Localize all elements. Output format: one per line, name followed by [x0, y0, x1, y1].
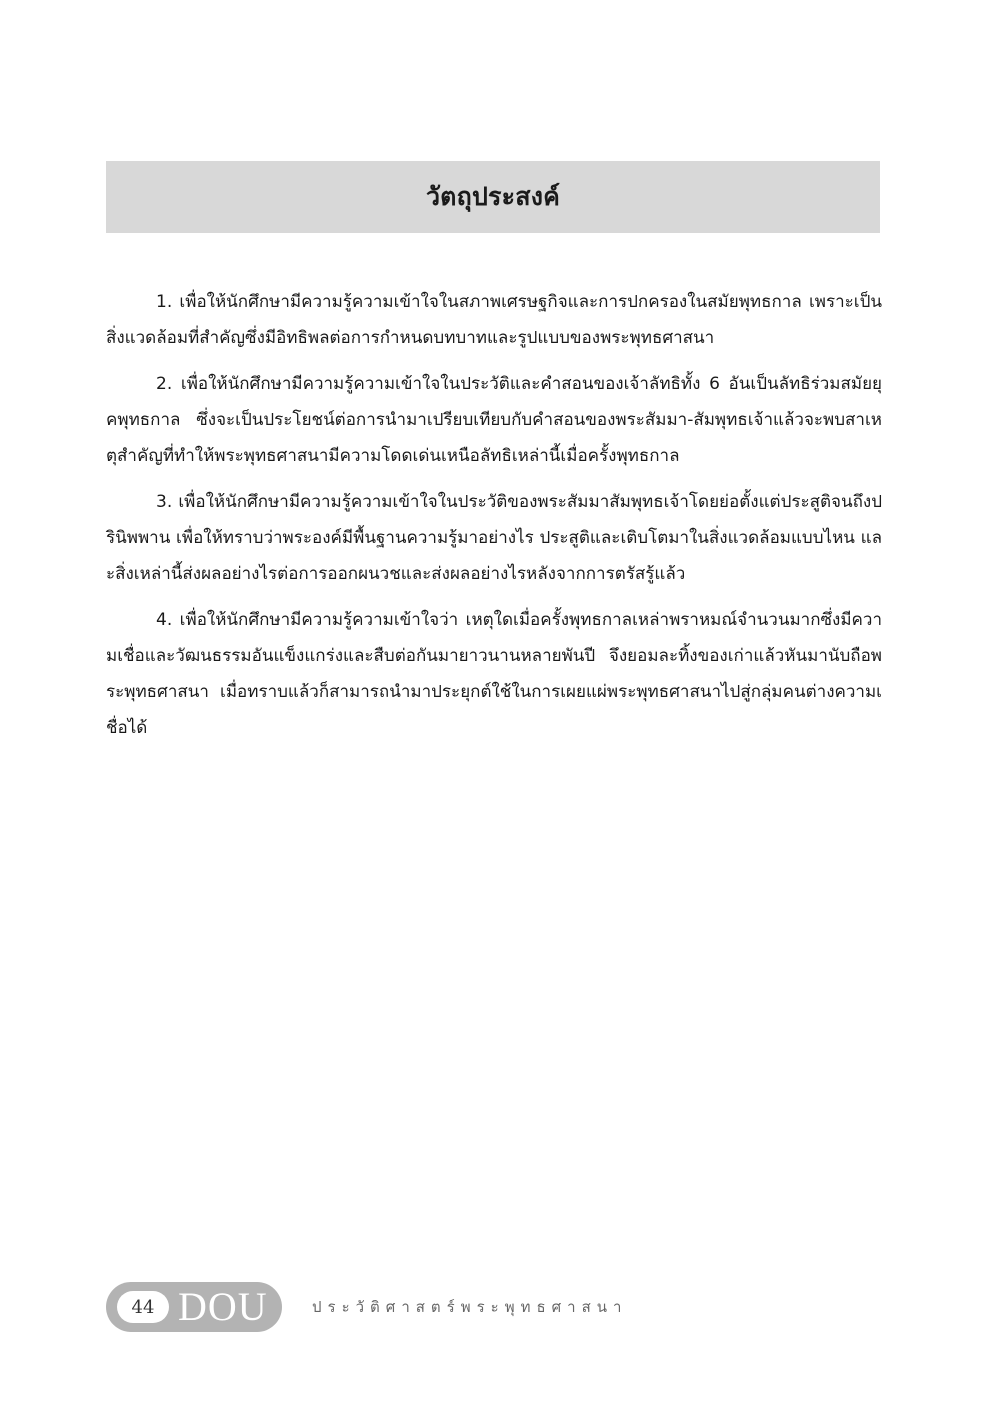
brand-logo-text: DOU [178, 1284, 268, 1329]
page-number: 44 [117, 1291, 169, 1323]
objective-paragraph-1: 1. เพื่อให้นักศึกษามีความรู้ความเข้าใจในสภาพเศรษฐกิจและการปกครองในสมัยพุทธกาล เพราะเป็นสิ่งแวดล้อมที่สำคัญซึ่งมีอิทธิพลต่อการกำหนดบทบาทและรูปแบบของพระพุทธศาสนา [106, 292, 882, 348]
book-title: ประวัติศาสตร์พระพุทธศาสนา [312, 1298, 628, 1316]
page-footer [106, 1282, 906, 1332]
footer-brand-pill [106, 1282, 282, 1332]
section-header-band [106, 161, 880, 233]
objectives-list [106, 284, 882, 756]
objective-paragraph-3: 3. เพื่อให้นักศึกษามีความรู้ความเข้าใจในประวัติของพระสัมมาสัมพุทธเจ้าโดยย่อตั้งแต่ประสูติจนถึงปรินิพพาน เพื่อให้ทราบว่าพระองค์มีพื้นฐานความรู้มาอย่างไร ประสูติและเติบโตมาในสิ่งแวดล้อมแบบไหน และสิ่งเหล่านี้ส่งผลอย่างไรต่อการออกผนวชและส่งผลอย่างไรหลังจากการตรัสรู้แล้ว [106, 492, 882, 584]
objective-paragraph-4: 4. เพื่อให้นักศึกษามีความรู้ความเข้าใจว่า เหตุใดเมื่อครั้งพุทธกาลเหล่าพราหมณ์จำนวนมากซึ่งมีความเชื่อและวัฒนธรรมอันแข็งแกร่งและสืบต่อกันมายาวนานหลายพันปี จึงยอมละทิ้งของเก่าแล้วหันมานับถือพระพุทธศาสนา เมื่อทราบแล้วก็สามารถนำมาประยุกต์ใช้ในการเผยแผ่พระพุทธศาสนาไปสู่กลุ่มคนต่างความเชื่อได้ [106, 610, 882, 738]
objective-paragraph-2: 2. เพื่อให้นักศึกษามีความรู้ความเข้าใจในประวัติและคำสอนของเจ้าลัทธิทั้ง 6 อันเป็นลัทธิร่วมสมัยยุคพุทธกาล ซึ่งจะเป็นประโยชน์ต่อการนำมาเปรียบเทียบกับคำสอนของพระสัมมา-สัมพุทธเจ้าแล้วจะพบสาเหตุสำคัญที่ทำให้พระพุทธศาสนามีความโดดเด่นเหนือลัทธิเหล่านี้เมื่อครั้งพุทธกาล [106, 374, 882, 466]
section-title: วัตถุประสงค์ [425, 182, 561, 211]
